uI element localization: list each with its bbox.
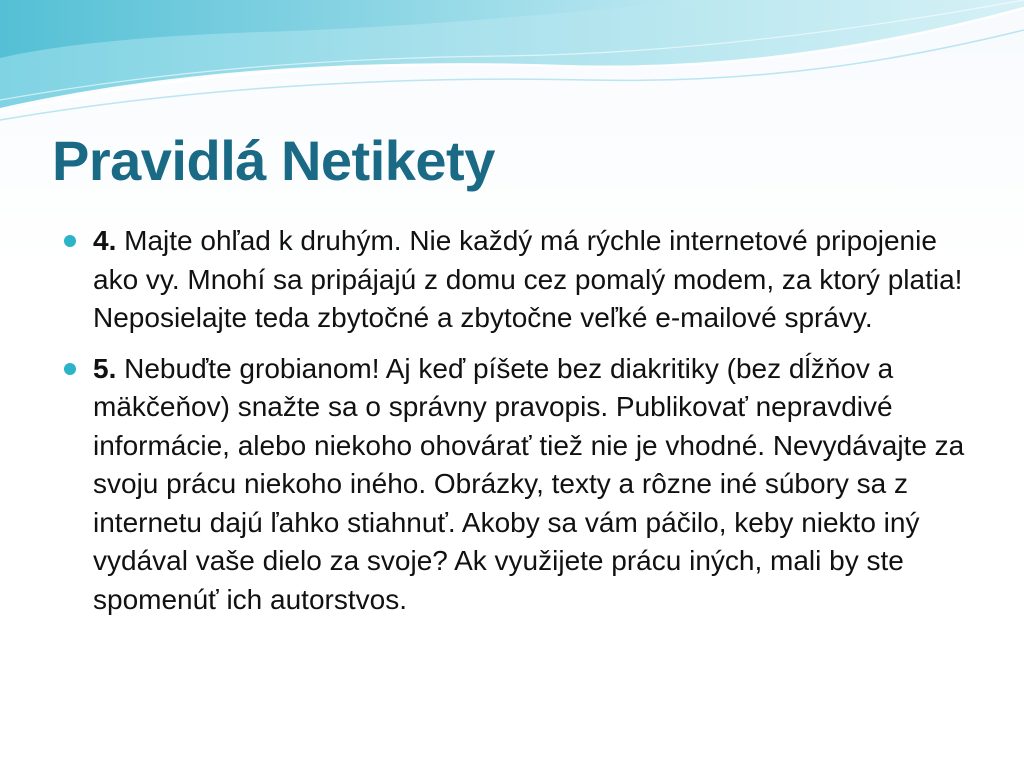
bullet-item-4	[64, 222, 984, 338]
bullet-dot-icon	[64, 235, 76, 247]
bullet-item-5	[64, 350, 984, 620]
bullet-text: Majte ohľad k druhým. Nie každý má rýchle internetové pripojenie ako vy. Mnohí sa pripájajú z domu cez pomalý modem, za ktorý platia! Neposielajte teda zbytočné a zbytočne veľké e-mailové správy.	[93, 225, 963, 333]
bullet-number: 5.	[93, 352, 117, 384]
header-wave-decoration	[0, 0, 1024, 130]
slide-title: Pravidlá Netikety	[52, 129, 495, 192]
bullet-text: Nebuďte grobianom! Aj keď píšete bez diakritiky (bez dĺžňov a mäkčeňov) snažte sa o správny pravopis. Publikovať nepravdivé informácie, alebo niekoho ohovárať tiež nie je vhodné. Nevydávajte za svoju prácu niekoho iného. Obrázky, texty a rôzne iné súbory sa z internetu dajú ľahko stiahnuť. Akoby sa vám páčilo, keby niekto iný vydával vaše dielo za svoje? Ak využijete prácu iných, mali by ste spomenúť ich autorstvos.	[93, 352, 965, 615]
bullet-dot-icon	[64, 363, 76, 375]
bullet-number: 4.	[93, 225, 117, 256]
bullet-list	[64, 222, 984, 619]
